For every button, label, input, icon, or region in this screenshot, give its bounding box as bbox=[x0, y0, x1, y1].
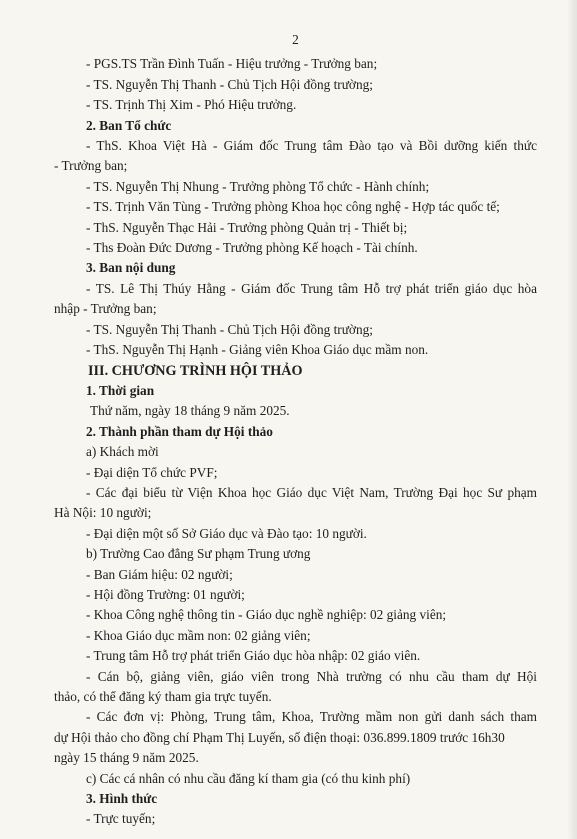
committee-member: - ThS. Nguyễn Thị Hạnh - Giảng viên Khoa Giáo dục mầm non. bbox=[86, 342, 429, 358]
subsection-label-guests: a) Khách mời bbox=[86, 444, 159, 460]
section-heading-organizing: 2. Ban Tổ chức bbox=[86, 117, 172, 133]
section-heading-form: 3. Hình thức bbox=[86, 791, 158, 807]
staff-paragraph: - Cán bộ, giảng viên, giáo viên trong Nhà trường có nhu cầu tham dự Hội bbox=[86, 668, 537, 684]
school-item: - Khoa Công nghệ thông tin - Giáo dục nghề nghiệp: 02 giảng viên; bbox=[86, 607, 447, 623]
committee-member: - Ths Đoàn Đức Dương - Trưởng phòng Kế hoạch - Tài chính. bbox=[86, 240, 418, 256]
guest-item-continued: Hà Nội: 10 người; bbox=[54, 505, 152, 521]
page-edge-shadow bbox=[567, 0, 577, 839]
staff-paragraph-continued: thảo, có thể đăng ký tham gia trực tuyến. bbox=[54, 689, 272, 704]
form-item: - Trực tuyến; bbox=[86, 811, 156, 827]
school-item: - Khoa Giáo dục mầm non: 02 giảng viên; bbox=[86, 627, 311, 643]
committee-member: - TS. Nguyễn Thị Thanh - Chủ Tịch Hội đồng trường; bbox=[86, 321, 373, 337]
page-number: 2 bbox=[292, 32, 299, 47]
committee-member: - PGS.TS Trần Đình Tuấn - Hiệu trưởng - Trưởng ban; bbox=[86, 56, 378, 72]
units-paragraph-continued: ngày 15 tháng 9 năm 2025. bbox=[54, 750, 199, 766]
committee-member: - TS. Trịnh Thị Xim - Phó Hiệu trưởng. bbox=[86, 97, 297, 113]
section-heading-content: 3. Ban nội dung bbox=[86, 260, 176, 276]
units-paragraph: - Các đơn vị: Phòng, Trung tâm, Khoa, Trường mầm non gửi danh sách tham bbox=[86, 709, 537, 725]
committee-member-continued: - Trưởng ban; bbox=[54, 158, 128, 174]
committee-member-continued: nhập - Trưởng ban; bbox=[54, 301, 157, 317]
subsection-label-individuals: c) Các cá nhân có nhu cầu đăng kí tham gia (có thu kinh phí) bbox=[86, 770, 411, 786]
time-text: Thứ năm, ngày 18 tháng 9 năm 2025. bbox=[90, 403, 290, 419]
committee-member: - ThS. Khoa Việt Hà - Giám đốc Trung tâm Đào tạo và Bồi dưỡng kiến thức bbox=[86, 138, 537, 154]
guest-item: - Đại diện một số Sở Giáo dục và Đào tạo: 10 người. bbox=[86, 525, 367, 541]
school-item: - Trung tâm Hỗ trợ phát triển Giáo dục hòa nhập: 02 giáo viên. bbox=[86, 648, 421, 664]
committee-member: - TS. Nguyễn Thị Nhung - Trưởng phòng Tổ chức - Hành chính; bbox=[86, 178, 430, 194]
units-paragraph-continued: dự Hội thảo cho đồng chí Phạm Thị Luyến, số điện thoại: 036.899.1809 trước 16h30 bbox=[54, 729, 505, 745]
committee-member: - TS. Lê Thị Thúy Hằng - Giám đốc Trung tâm Hỗ trợ phát triển giáo dục hòa bbox=[86, 280, 537, 296]
part-heading-program: III. CHƯƠNG TRÌNH HỘI THẢO bbox=[88, 362, 303, 379]
subsection-label-school: b) Trường Cao đẳng Sư phạm Trung ương bbox=[86, 546, 311, 562]
committee-member: - TS. Nguyễn Thị Thanh - Chủ Tịch Hội đồng trường; bbox=[86, 76, 373, 92]
section-heading-participants: 2. Thành phần tham dự Hội thảo bbox=[86, 423, 273, 439]
guest-item: - Các đại biểu từ Viện Khoa học Giáo dục Việt Nam, Trường Đại học Sư phạm bbox=[86, 484, 537, 500]
school-item: - Hội đồng Trường: 01 người; bbox=[86, 586, 245, 602]
section-heading-time: 1. Thời gian bbox=[86, 382, 155, 398]
committee-member: - ThS. Nguyễn Thạc Hải - Trưởng phòng Quản trị - Thiết bị; bbox=[86, 219, 408, 235]
guest-item: - Đại diện Tổ chức PVF; bbox=[86, 464, 218, 480]
school-item: - Ban Giám hiệu: 02 người; bbox=[86, 566, 233, 582]
committee-member: - TS. Trịnh Văn Tùng - Trưởng phòng Khoa học công nghệ - Hợp tác quốc tế; bbox=[86, 199, 500, 215]
